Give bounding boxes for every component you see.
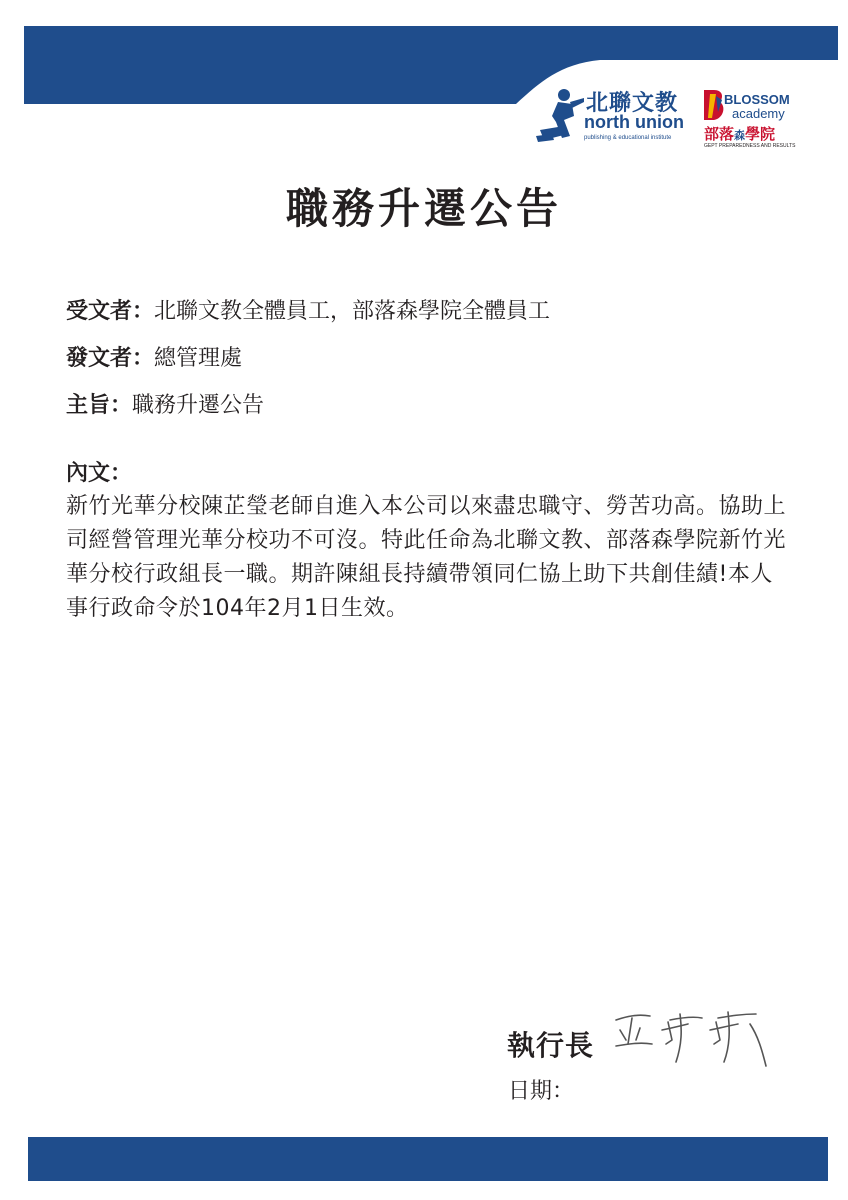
content-body: 新竹光華分校陳芷瑩老師自進入本公司以來盡忠職守、勞苦功高。協助上司經營管理光華分校功不可沒。特此任命為北聯文教、部落森學院新竹光華分校行政組長一職。期許陳組長持續帶領同仁協上助下共創佳績!本人事行政命令於104年2月1日生效。 [66,494,787,621]
subject-value: 職務升遷公告 [132,393,265,418]
sender-line [66,341,242,372]
content-label: 內文： [66,461,133,486]
blossom-cn-part2: 森 [734,129,746,142]
subject-line [66,388,264,419]
reading-figure-icon [534,86,584,154]
sender-label: 發文者： [66,346,155,371]
subject-label: 主旨： [66,393,133,418]
blossom-cn-part3: 學院 [745,125,776,143]
footer-band [28,1137,828,1181]
blossom-academy-logo [702,86,818,154]
recipient-line [66,294,550,325]
blossom-b-icon [702,88,726,122]
blossom-en-name: BLOSSOM [724,92,790,107]
date-label: 日期： [508,1079,575,1104]
recipient-value: 北聯文教全體員工，部落森學院全體員工 [154,299,551,324]
blossom-en-sub: academy [732,106,785,121]
sender-value: 總管理處 [154,346,243,371]
ceo-label: 執行長 [507,1029,595,1062]
blossom-tagline: GEPT PREPAREDNESS AND RESULTS [704,143,796,149]
recipient-label: 受文者： [66,299,155,324]
handwritten-signature [610,1000,780,1070]
blossom-cn-part1: 部落 [704,125,735,143]
north-union-logo [534,86,694,154]
north-union-en-name: north union [584,112,684,132]
blossom-cn-name [704,123,775,144]
north-union-cn-name: 北聯文教 [586,91,679,116]
document-title: 職務升遷公告 [285,184,562,233]
north-union-tagline: publishing & educational institute [584,135,672,141]
